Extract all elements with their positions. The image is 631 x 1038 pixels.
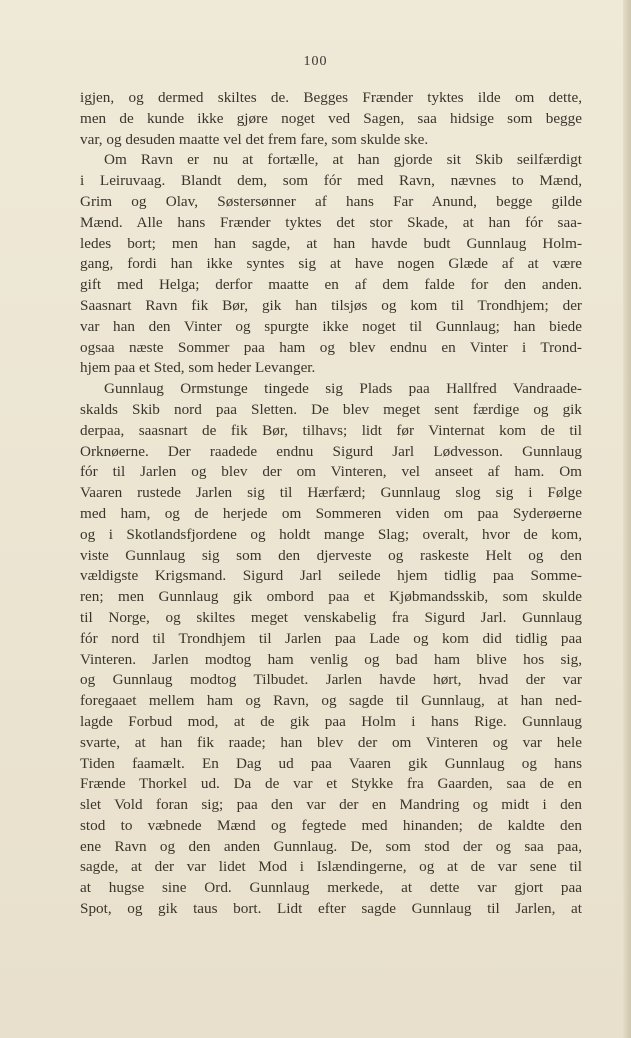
text-line: Saasnart Ravn fik Bør, gik han tilsjøs og kom til Trondhjem; der — [80, 296, 582, 314]
text-line: fór nord til Trondhjem til Jarlen paa Lade og kom did tidlig paa — [80, 629, 582, 647]
body-text — [80, 88, 582, 920]
text-line: Vinteren. Jarlen modtog ham venlig og bad ham blive hos sig, — [80, 650, 582, 668]
page-number: 100 — [303, 54, 328, 69]
text-line: stod to væbnede Mænd og fegtede med hinanden; de kaldte den — [80, 816, 582, 834]
text-line: svarte, at han fik raade; han blev der om Vinteren og var hele — [80, 733, 582, 751]
text-line: gift med Helga; derfor maatte en af dem falde for den anden. — [80, 276, 582, 294]
text-line: Tiden faamælt. En Dag ud paa Vaaren gik Gunnlaug og hans — [80, 754, 582, 772]
text-line: i Leiruvaag. Blandt dem, som fór med Ravn, nævnes to Mænd, — [80, 172, 582, 190]
text-line: var han den Vinter og spurgte ikke noget til Gunnlaug; han biede — [80, 317, 582, 335]
text-line: slet Vold foran sig; paa den var der en Mandring og midt i den — [80, 796, 582, 814]
text-line: Frænde Thorkel ud. Da de var et Stykke fra Gaarden, saa de en — [80, 775, 582, 793]
text-line: Om Ravn er nu at fortælle, at han gjorde sit Skib seilfærdigt — [104, 151, 582, 169]
text-line: sagde, at der var lidet Mod i Islændingerne, og at de var sene til — [80, 858, 582, 876]
page-edge — [623, 0, 631, 1038]
text-line: Spot, og gik taus bort. Lidt efter sagde Gunnlaug til Jarlen, at — [80, 900, 582, 918]
text-line: men de kunde ikke gjøre noget ved Sagen, saa hidsige som begge — [80, 109, 582, 127]
text-line: ren; men Gunnlaug gik ombord paa et Kjøbmandsskib, som skulde — [80, 588, 582, 606]
text-line: derpaa, saasnart de fik Bør, tilhavs; lidt før Vinternat kom de til — [80, 421, 582, 439]
text-line: til Norge, og skiltes meget venskabelig fra Sigurd Jarl. Gunnlaug — [80, 608, 582, 626]
text-line: lagde Forbud mod, at de gik paa Holm i hans Rige. Gunnlaug — [80, 712, 582, 730]
text-line: viste Gunnlaug sig som den djerveste og raskeste Helt og den — [80, 546, 582, 564]
text-line: Orknøerne. Der raadede endnu Sigurd Jarl Lødvesson. Gunnlaug — [80, 442, 582, 460]
text-line: Gunnlaug Ormstunge tingede sig Plads paa Hallfred Vandraade- — [104, 380, 582, 398]
text-line: og i Skotlandsfjordene og holdt mange Slag; overalt, hvor de kom, — [80, 525, 582, 543]
text-line: og Gunnlaug modtog Tilbudet. Jarlen havde hørt, hvad der var — [80, 671, 582, 689]
text-line: vældigste Krigsmand. Sigurd Jarl seilede hjem tidlig paa Somme- — [80, 567, 582, 585]
text-line: var, og desuden maatte vel det frem fare, som skulde ske. — [80, 130, 429, 148]
text-line: igjen, og dermed skiltes de. Begges Frænder tyktes ilde om dette, — [80, 89, 582, 106]
text-line: foregaaet mellem ham og Ravn, og sagde til Gunnlaug, at han ned- — [80, 692, 582, 710]
text-line: Grim og Olav, Søstersønner af hans Far Anund, begge gilde — [80, 192, 582, 210]
text-line: ogsaa næste Sommer paa ham og blev endnu en Vinter i Trond- — [80, 338, 582, 356]
text-line: Mænd. Alle hans Frænder tyktes det stor Skade, at han fór saa- — [80, 213, 582, 231]
text-line: gang, fordi han ikke syntes sig at have nogen Glæde af at være — [80, 255, 582, 273]
text-line: med ham, og de herjede om Sommeren viden om paa Syderøerne — [80, 504, 582, 522]
text-line: fór til Jarlen og blev der om Vinteren, vel anseet af ham. Om — [80, 463, 582, 481]
text-line: Vaaren rustede Jarlen sig til Hærfærd; Gunnlaug slog sig i Følge — [80, 484, 582, 502]
text-line: hjem paa et Sted, som heder Levanger. — [80, 359, 316, 377]
text-line: ledes bort; men han sagde, at han havde budt Gunnlaug Holm- — [80, 234, 582, 252]
text-line: at hugse sine Ord. Gunnlaug merkede, at dette var gjort paa — [80, 879, 582, 897]
text-line: ene Ravn og den anden Gunnlaug. De, som stod der og saa paa, — [80, 837, 582, 855]
text-line: skalds Skib nord paa Sletten. De blev meget sent færdige og gik — [80, 400, 582, 418]
